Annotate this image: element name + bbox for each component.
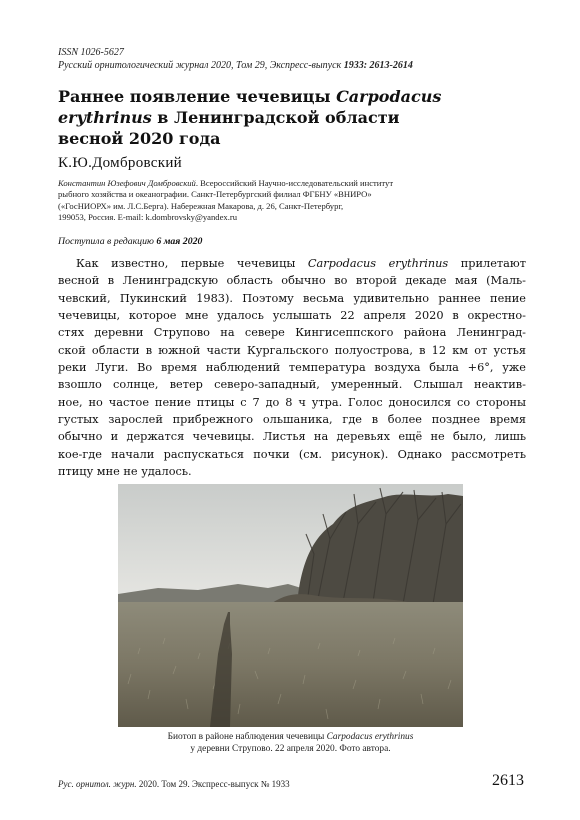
title-species: erythrinus xyxy=(58,108,152,127)
meadow-photo-graphic xyxy=(118,484,463,727)
issn: ISSN 1026-5627 xyxy=(58,47,124,58)
journal-header xyxy=(58,46,528,72)
received-date: Поступила в редакцию 6 мая 2020 xyxy=(58,236,203,247)
body-species: Carpodacus erythrinus xyxy=(307,257,449,270)
author-affiliation: Константин Юзефович Домбровский. Всероссийский Научно-исследовательский институт рыбного хозяйства и океанографии. Санкт-Петербургский филиал ФГБНУ «ВНИРО» («ГосНИОРХ» им. Л.С.Берга). Набережная Макарова, д. 26, Санкт-Петербург, 199053, Россия. E-mail: k.dombrovsky@yandex.ru xyxy=(58,178,528,224)
figure-caption: Биотоп в районе наблюдения чечевицы Carpodacus erythrinus у деревни Струпово. 22 апреля 2020. Фото автора. xyxy=(167,732,414,754)
page-footer: Рус. орнитол. журн. 2020. Том 29. Экспресс-выпуск № 1933 xyxy=(58,779,290,789)
page-number: 2613 xyxy=(492,772,524,789)
footer-journal: Рус. орнитол. журн. xyxy=(58,779,137,789)
affiliation-email-line: 199053, Россия. E-mail: k.dombrovsky@yandex.ru xyxy=(58,212,238,223)
issue-pages: : 2613-2614 xyxy=(363,60,413,71)
journal-citation: Русский орнитологический журнал 2020, Том 29, Экспресс-выпуск 1933: 2613-2614 xyxy=(58,60,413,71)
affiliation-author: Константин Юзефович Домбровский xyxy=(58,178,196,188)
title-genus: Carpodacus xyxy=(336,87,442,106)
habitat-photo xyxy=(118,484,463,727)
caption-species: Carpodacus erythrinus xyxy=(326,732,414,742)
article-title: Раннее появление чечевицы Carpodacus erythrinus в Ленинградской области весной 2020 года xyxy=(58,87,442,148)
meadow xyxy=(118,602,463,727)
issue-number: 1933 xyxy=(343,60,364,71)
body-paragraph: Как известно, первые чечевицы Carpodacus erythrinus прилетают весной в Ленинградскую область обычно во второй декаде мая (Маль- чевский, Пукинский 1983). Поэтому весьма удивительно раннее пение чечевицы, которое мне удалось услышать 22 апреля 2020 в окрестно- стях деревни Струпово на севере Кингисеппского района Ленинград- ской области в южной части Кургальского полуострова, в 12 км от устья реки Луги. Во время наблюдений температура воздуха была +6°, уже взошло солнце, ветер северо-западный, умеренный. Слышал неактив- ное, но частое пение птицы с 7 до 8 ч утра. Голос доносился со стороны густых зарослей прибрежного ольшаника, где в более позднее время обычно и держатся чечевицы. Листья на деревьях ещё не было, лишь кое-где начали распускаться почки (см. рисунок). Однако рассмотреть птицу мне не удалось. xyxy=(58,257,526,479)
author-name: К.Ю.Домбровский xyxy=(58,155,182,171)
